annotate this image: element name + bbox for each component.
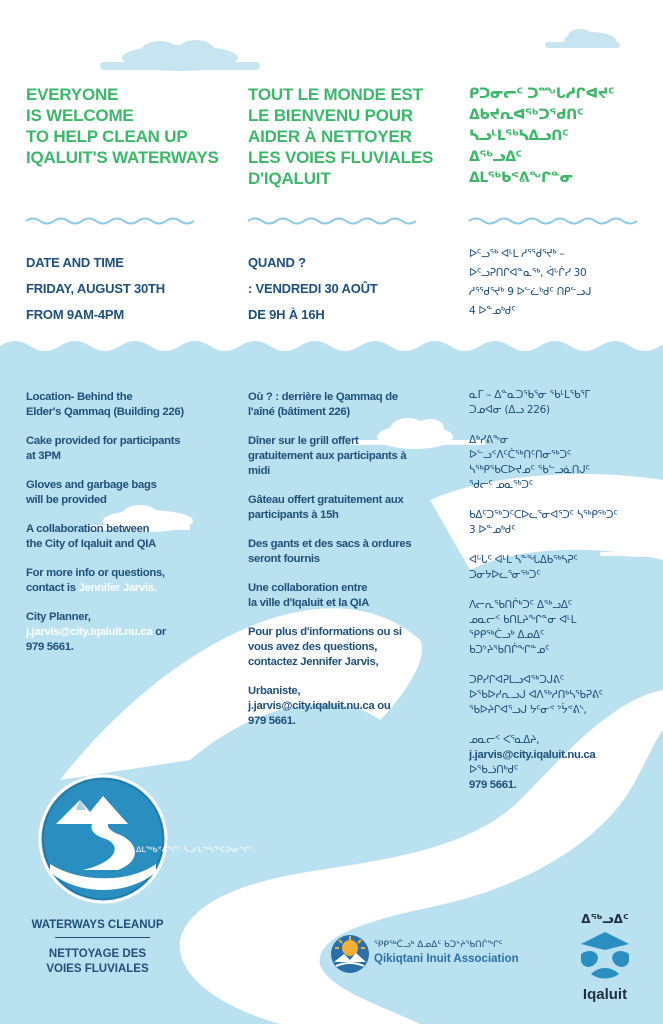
inuktitut-title-line: ᐃᖅᓗᐃᑦ (469, 149, 522, 165)
french-info (248, 390, 411, 743)
logo-divider (55, 937, 150, 938)
english-title-line: EVERYONE (26, 85, 119, 104)
syllabic-paragraph: ᐃᒃᓯᕕᖕᓂ ᐅᓪᓗᑉᐱᑦᑖᖅᑎᑦᑎᓂᖅᑐᑦ ᓴᖅᑭᖃᑕᐅᔪᓄᑦ ᖃᓪᓗᓈᑎᒍᑦ ᖁᓕᑦ ᓄᓇᖅᑐᑦ (469, 434, 590, 491)
logo-ring-text: ᐃᒪᖅᑲᕝᕕᖏᑦ ᓴᓗᒻᒪᖅᓴᖅᑕᐅᓂᖏᑦ (136, 845, 253, 854)
date-line: ᐅᑦᓗᕈᑎᒋᐊᓐᓇᖅ, ᐋᒡᒌᓯ 30 (469, 267, 587, 279)
iqaluit-logo (560, 912, 650, 1012)
qia-syllabic-name: ᕿᑭᖅᑖᓗᒃ ᐃᓄᐃᑦ ᑲᑐᔾᔨᖃᑎᒌᖏᑦ (374, 940, 503, 950)
syllabic-paragraph: ᐱᓕᕆᖃᑎᒌᒃᑐᑦ ᐃᖅᓗᐃᑦ ᓄᓇᓕᑉ ᑲᑎᒪᔨᖏᓐᓂ ᐊᒻᒪ ᕿᑭᖅᑖᓗᒃ ᐃᓄᐃᑦ ᑲᑐᔾᔨᖃᑎᒌᖏᓐᓄᑦ (469, 599, 577, 656)
english-title (26, 84, 219, 168)
waterways-logo (28, 772, 253, 907)
phone-number: 979 5661. (469, 779, 517, 791)
english-title-line: TO HELP CLEAN UP (26, 127, 188, 146)
inuktitut-title (469, 84, 614, 189)
inuktitut-date-time (469, 245, 659, 321)
collaboration-info: A collaboration between the City of Iqaluit and QIA (26, 523, 156, 550)
contact-info: For more info or questions, contact is Jennifer Jarvis. (26, 567, 165, 594)
location-info: Où ? : derrière le Qammaq de l'aîné (bâtiment 226) (248, 391, 398, 418)
email-link[interactable]: j.jarvis@city.iqaluit.nu.ca ou (248, 700, 391, 712)
wave-divider (26, 219, 637, 224)
qia-name: Qikiqtani Inuit Association (374, 953, 519, 965)
email-link[interactable]: j.jarvis@city.iqaluit.nu.ca (469, 749, 596, 761)
contact-info: Pour plus d'informations ou si vous avez des questions, contactez Jennifer Jarvis, (248, 626, 402, 668)
syllabic-paragraph: ᓇᒥ – ᐃᓐᓇᑐᖃᕐᓂ ᖃᒻᒪᖃᕐᒥ ᑐᓄᐊᓂ (ᐃᓗ 226) (469, 389, 590, 416)
collaboration-info: Une collaboration entre la ville d'Iqaluit et la QIA (248, 582, 370, 609)
french-title-line: LES VOIES FLUVIALES (248, 148, 434, 167)
qia-logo (330, 934, 550, 978)
syllabic-paragraph: ᐊᒡᒐᑦ ᐊᒻᒪ ᓴᓐᖓᐃᑲᖅᓴᕈᑦ ᑐᓂᔭᐅᓚᕐᓂᖅᑐᑦ (469, 554, 578, 581)
date-line: QUAND ? (248, 255, 306, 270)
planner-info: Urbaniste, j.jarvis@city.iqaluit.nu.ca ou 979 5661. (248, 685, 391, 727)
english-title-line: IQALUIT'S WATERWAYS (26, 148, 219, 167)
phone-number: 979 5661. (248, 715, 296, 727)
inuktitut-title-line: ᑭᑐᓂᓕᑦ ᑐᙵᓱᒋᐊᔪᑦ (469, 86, 615, 102)
english-info (26, 390, 184, 669)
french-date-time (248, 250, 378, 328)
date-line: DATE AND TIME (26, 255, 124, 270)
syllabic-paragraph: ᑐᑭᓯᒋᐊᕈᒪᓗᐊᖅᑐᒍᕕᑦ ᐅᖃᐅᓯᕆᓗᒍ ᐊᐱᖅᓱᑎᒃᓴᖃᕈᕕᑦ ᖃᐅᔨᒋᐊᕐᓗᒍ ᔭᑦᓂᕝ ᔾᔮᕝᕕᔅ, (469, 674, 603, 716)
date-line: ᐅᑦᓗᖅ ᐊᒻᒪ ᓱᕐᖁᕐᔪᒃ – (469, 248, 565, 260)
logo-caption-fr: NETTOYAGE DES VOIES FLUVIALES (46, 948, 149, 975)
french-title-line: D'IQALUIT (248, 169, 331, 188)
inuktitut-info (469, 388, 618, 808)
logo-caption-en: WATERWAYS CLEANUP (31, 919, 164, 931)
english-date-time (26, 250, 165, 328)
location-info: Location- Behind the Elder's Qammaq (Building 226) (26, 391, 184, 418)
inuktitut-title-line: ᐃᑲᔪᕆᐊᖅᑐᖁᑎᑦ (469, 107, 584, 123)
inuktitut-title-line: ᓴᓗᒻᒪᖅᓴᐃᓗᑎᑦ (469, 128, 569, 144)
lunch-info: Dîner sur le grill offert gratuitement aux participants à midi (248, 435, 407, 477)
syllabic-contact: ᓄᓇᓕᑉ ᐸᕐᓇᐃᔨ, j.jarvis@city.iqaluit.nu.ca ᐅᖃᓘᑎᒃᑯᑦ 979 5661. (469, 734, 596, 791)
email-link[interactable]: j.jarvis@city.iqaluit.nu.ca (26, 626, 153, 638)
cloud-top-left (100, 40, 260, 71)
date-line: DE 9H À 16H (248, 307, 325, 322)
iqaluit-name: Iqaluit (582, 986, 628, 1003)
gloves-info: Gloves and garbage bags will be provided (26, 479, 157, 506)
french-title-line: AIDER À NETTOYER (248, 127, 412, 146)
french-title-line: LE BIENVENU POUR (248, 106, 413, 125)
gloves-info: Des gants et des sacs à ordures seront fournis (248, 538, 412, 565)
cloud-top-right (545, 29, 620, 48)
date-line: FROM 9AM-4PM (26, 307, 124, 322)
planner-info: City Planner, j.jarvis@city.iqaluit.nu.ca or 979 5661. (26, 611, 166, 653)
date-line: FRIDAY, AUGUST 30TH (26, 281, 165, 296)
french-title-line: TOUT LE MONDE EST (248, 85, 423, 104)
iqaluit-fish-icon (575, 930, 635, 984)
syllabic-paragraph: ᑲᐃᑦᑐᖅᑐᑦᑕᐅᓚᕐᓂᐊᕐᑐᑦ ᓴᖅᑭᖅᑐᑦ 3 ᐅᓐᓄᒃᑯᑦ (469, 509, 618, 536)
contact-name: Jennifer Jarvis. (78, 582, 157, 594)
cake-info: Cake provided for participants at 3PM (26, 435, 181, 462)
qia-emblem-icon (330, 934, 370, 974)
english-title-line: IS WELCOME (26, 106, 134, 125)
date-line: 4 ᐅᓐᓄᒃᑯᑦ (469, 305, 516, 317)
date-line: : VENDREDI 30 AOÛT (248, 281, 378, 296)
iqaluit-syllabic-name: ᐃᖅᓗᐃᑦ (581, 912, 629, 926)
french-title (248, 84, 433, 189)
date-line: ᓱᕐᖁᕐᔪᒃ 9 ᐅᓪᓛᒃᑯᑦ ᑎᑭᓪᓗᒍ (469, 286, 592, 298)
phone-number: 979 5661. (26, 641, 74, 653)
inuktitut-title-line: ᐃᒪᖅᑲᕝᕕᖏᓐᓂ (469, 170, 573, 186)
cake-info: Gâteau offert gratuitement aux participants à 15h (248, 494, 404, 521)
